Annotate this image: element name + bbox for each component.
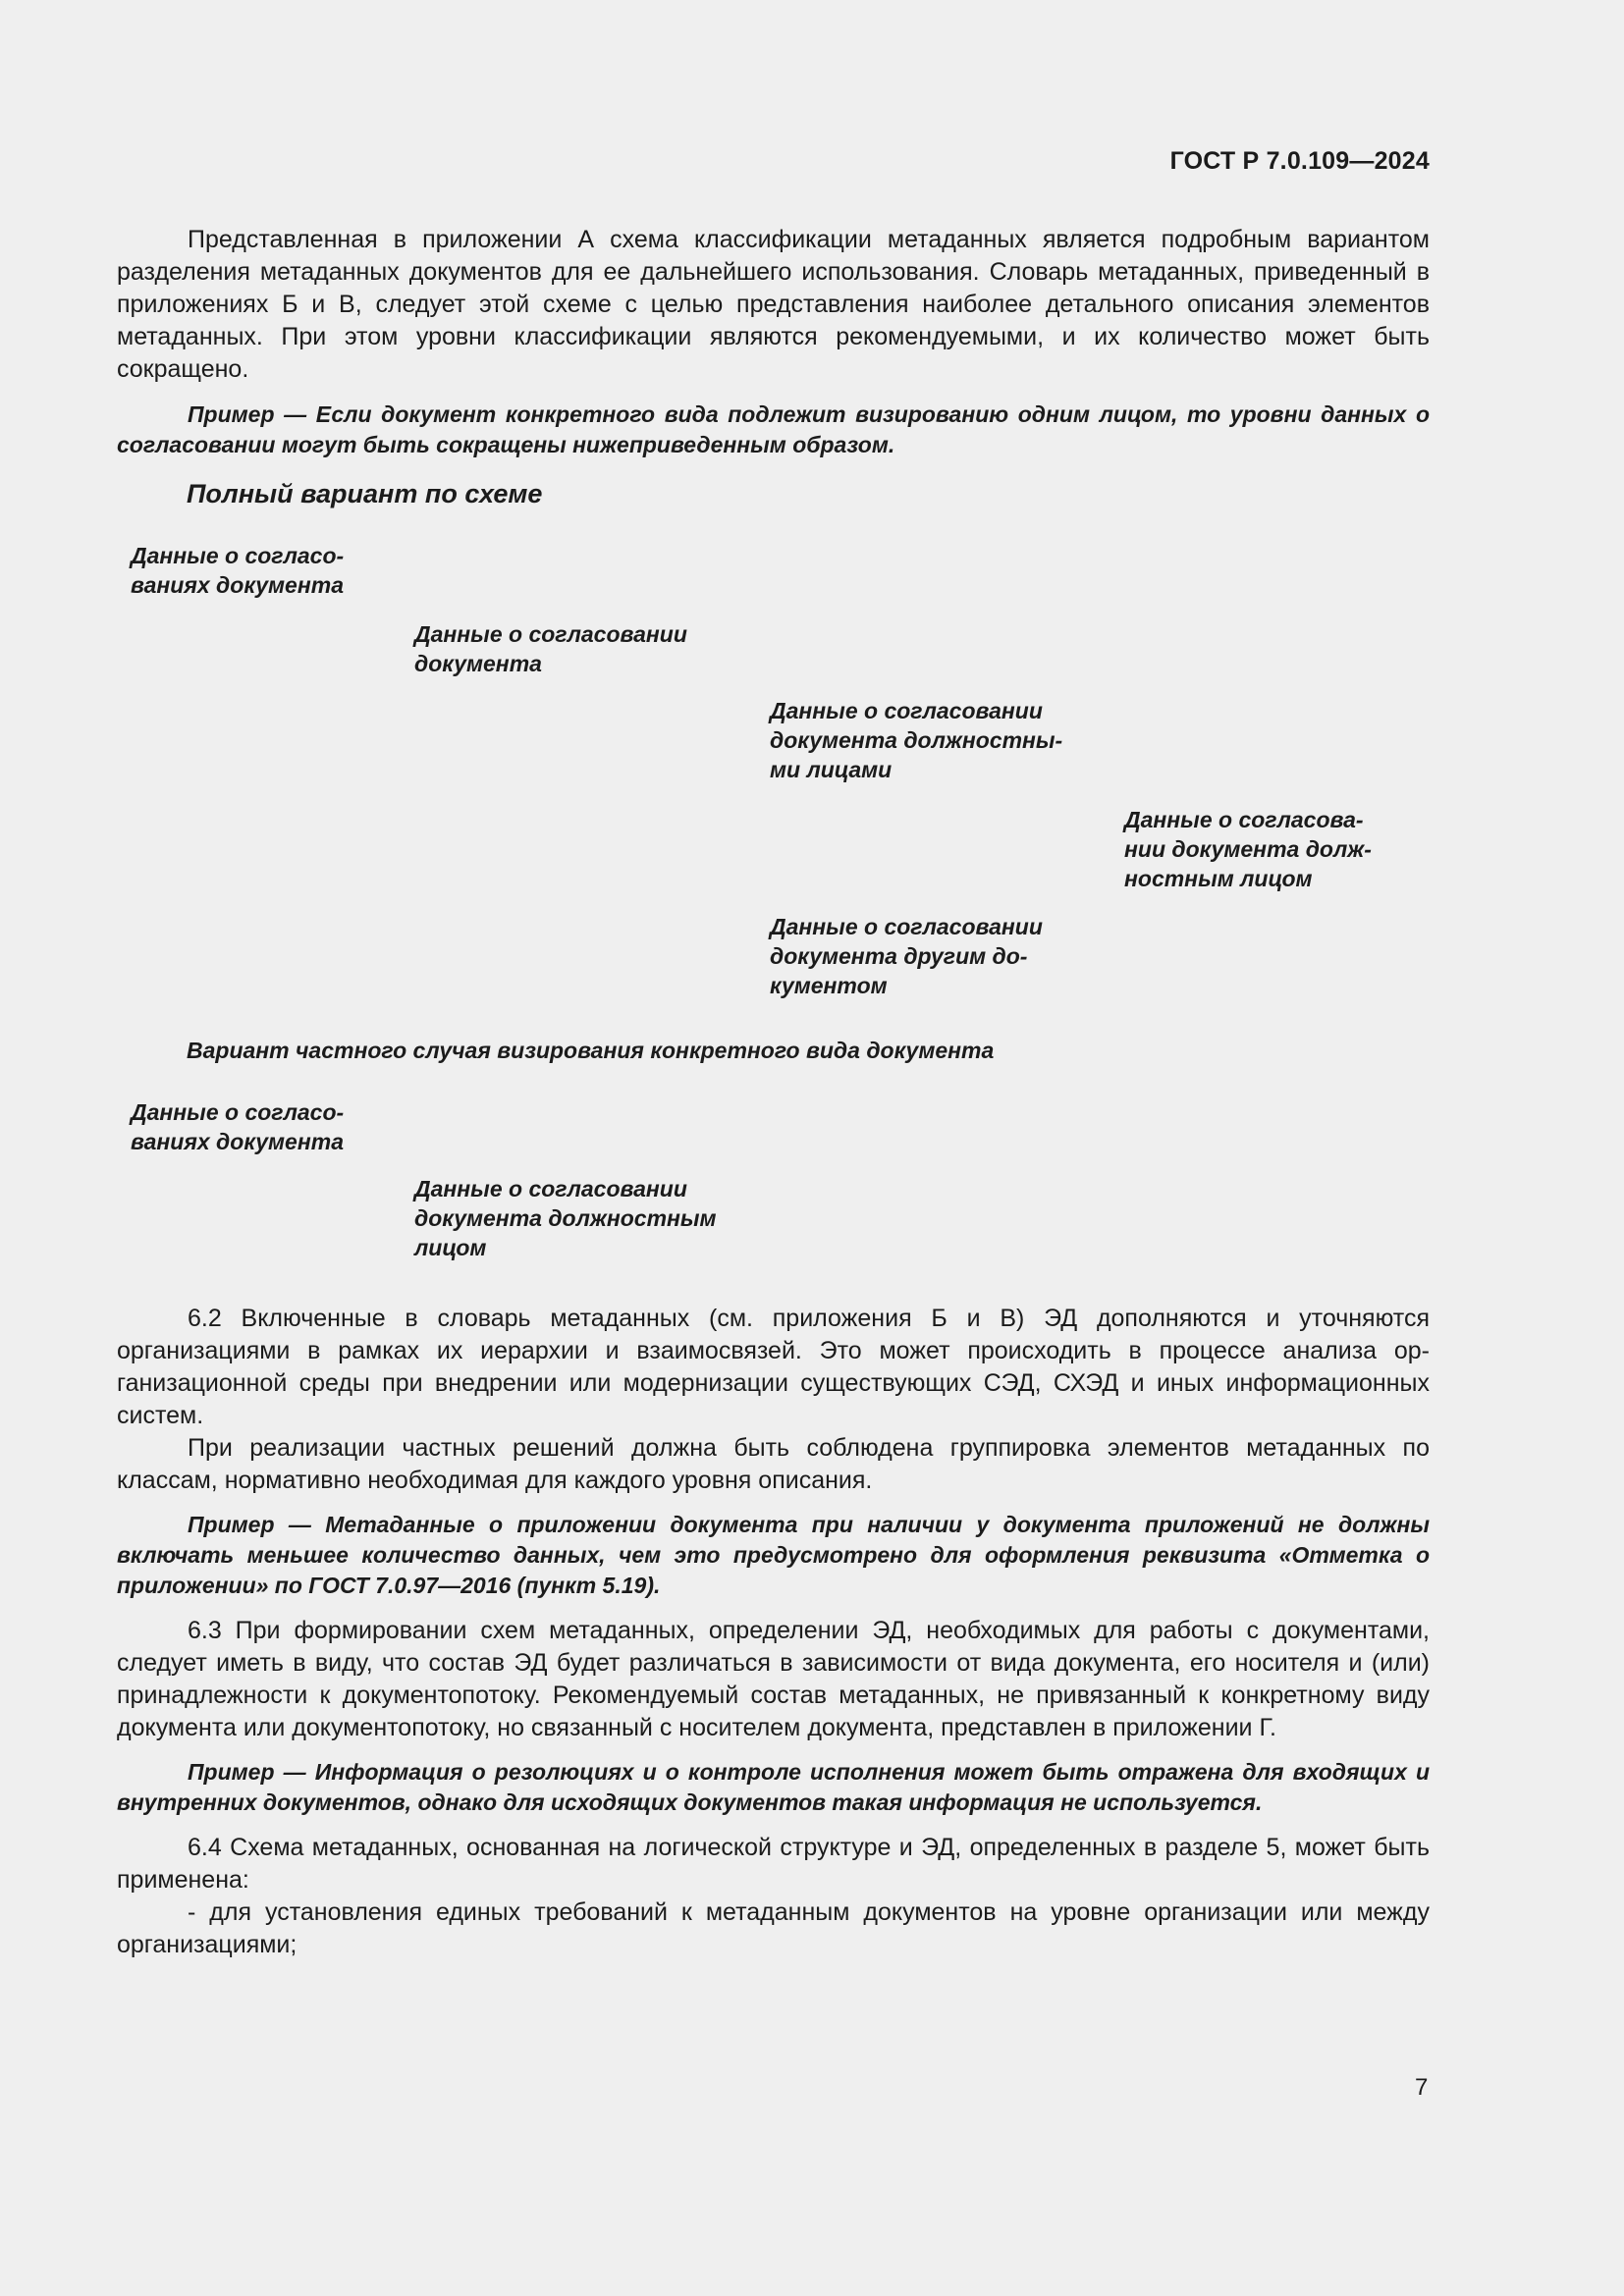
section-6-4-paragraph: 6.4 Схема метаданных, основанная на логической структуре и ЭД, определенных в разделе 5, может быть применена: <box>117 1834 1430 1894</box>
page-number: 7 <box>1415 2074 1429 2101</box>
section-6-2-paragraph: 6.2 Включенные в словарь метаданных (см. приложения Б и В) ЭД дополняются и уточняются организациями в рамках их иерархии и взаимосвязей. Это может происходить в процессе анализа организационной среды при внедрении или модернизации существующих СЭД, СХЭД и иных информационных систем. <box>117 1305 1430 1429</box>
example-label: Пример — <box>188 401 307 427</box>
full-scheme-title: Полный вариант по схеме <box>187 479 543 508</box>
example-3 <box>117 1757 1430 1818</box>
partial-node-level-1: Данные о согласо- ваниях документа <box>131 1099 345 1154</box>
scheme-node-level-3b: Данные о согласовании документа другим до- кументом <box>770 914 1043 998</box>
example-text: Метаданные о приложении документа при наличии у документа приложений не должны включать меньшее количество данных, чем это предусмотрено для оформления реквизита «Отметка о приложении» по ГОСТ 7.0.97—2016 (пункт 5.19). <box>117 1512 1431 1598</box>
example-2 <box>117 1510 1430 1601</box>
example-text: Если документ конкретного вида подлежит визированию одним лицом, то уровни данных о согласовании могут быть сокращены нижеприведенным образом. <box>117 401 1431 457</box>
scheme-node-level-4: Данные о согласова- нии документа долж- ностным лицом <box>1124 807 1372 891</box>
example-text: Информация о резолюциях и о контроле исполнения может быть отражена для входящих и внутренних документов, однако для исходящих документов такая информация не используется. <box>117 1759 1431 1815</box>
section-6-2-paragraph-2: При реализации частных решений должна быть соблюдена группировка элементов метаданных по классам, нормативно необходимая для каждого уровня описания. <box>117 1434 1430 1494</box>
intro-paragraph: Представленная в приложении А схема классификации метаданных является подробным вариантом разделения метаданных документов для ее дальнейшего использования. Словарь метаданных, приведенный в приложениях Б и В, следует этой схеме с целью представления наиболее детального описания элементов метаданных. При этом уровни классификации являются рекомендуемыми, и их количество может быть сокращено. <box>117 226 1430 383</box>
example-1 <box>117 400 1430 460</box>
example-label: Пример — <box>188 1512 311 1537</box>
section-6-4-list-item: - для установления единых требований к метаданным документов на уровне организации или между организациями; <box>117 1898 1430 1958</box>
example-label: Пример — <box>188 1759 306 1785</box>
sections-body <box>117 1303 1430 1961</box>
scheme-node-level-3a: Данные о согласовании документа должностны- ми лицами <box>770 698 1063 782</box>
scheme-node-level-1: Данные о согласо- ваниях документа <box>131 543 345 598</box>
document-designation: ГОСТ Р 7.0.109—2024 <box>1169 147 1430 175</box>
scheme-node-level-2: Данные о согласовании документа <box>414 621 687 676</box>
intro-section <box>117 224 1430 460</box>
partial-node-level-2: Данные о согласовании документа должностным лицом <box>414 1176 717 1260</box>
section-6-3-paragraph: 6.3 При формировании схем метаданных, определении ЭД, необходимых для работы с документами, следует иметь в виду, что состав ЭД будет различаться в зависимости от вида документа, его носителя и (или) принадлежности к документопотоку. Рекомендуемый состав метаданных, не привязанный к конкретному виду документа или документопотоку, но связанный с носителем документа, представлен в приложении Г. <box>117 1617 1430 1741</box>
partial-scheme-title: Вариант частного случая визирования конкретного вида документа <box>187 1038 995 1063</box>
